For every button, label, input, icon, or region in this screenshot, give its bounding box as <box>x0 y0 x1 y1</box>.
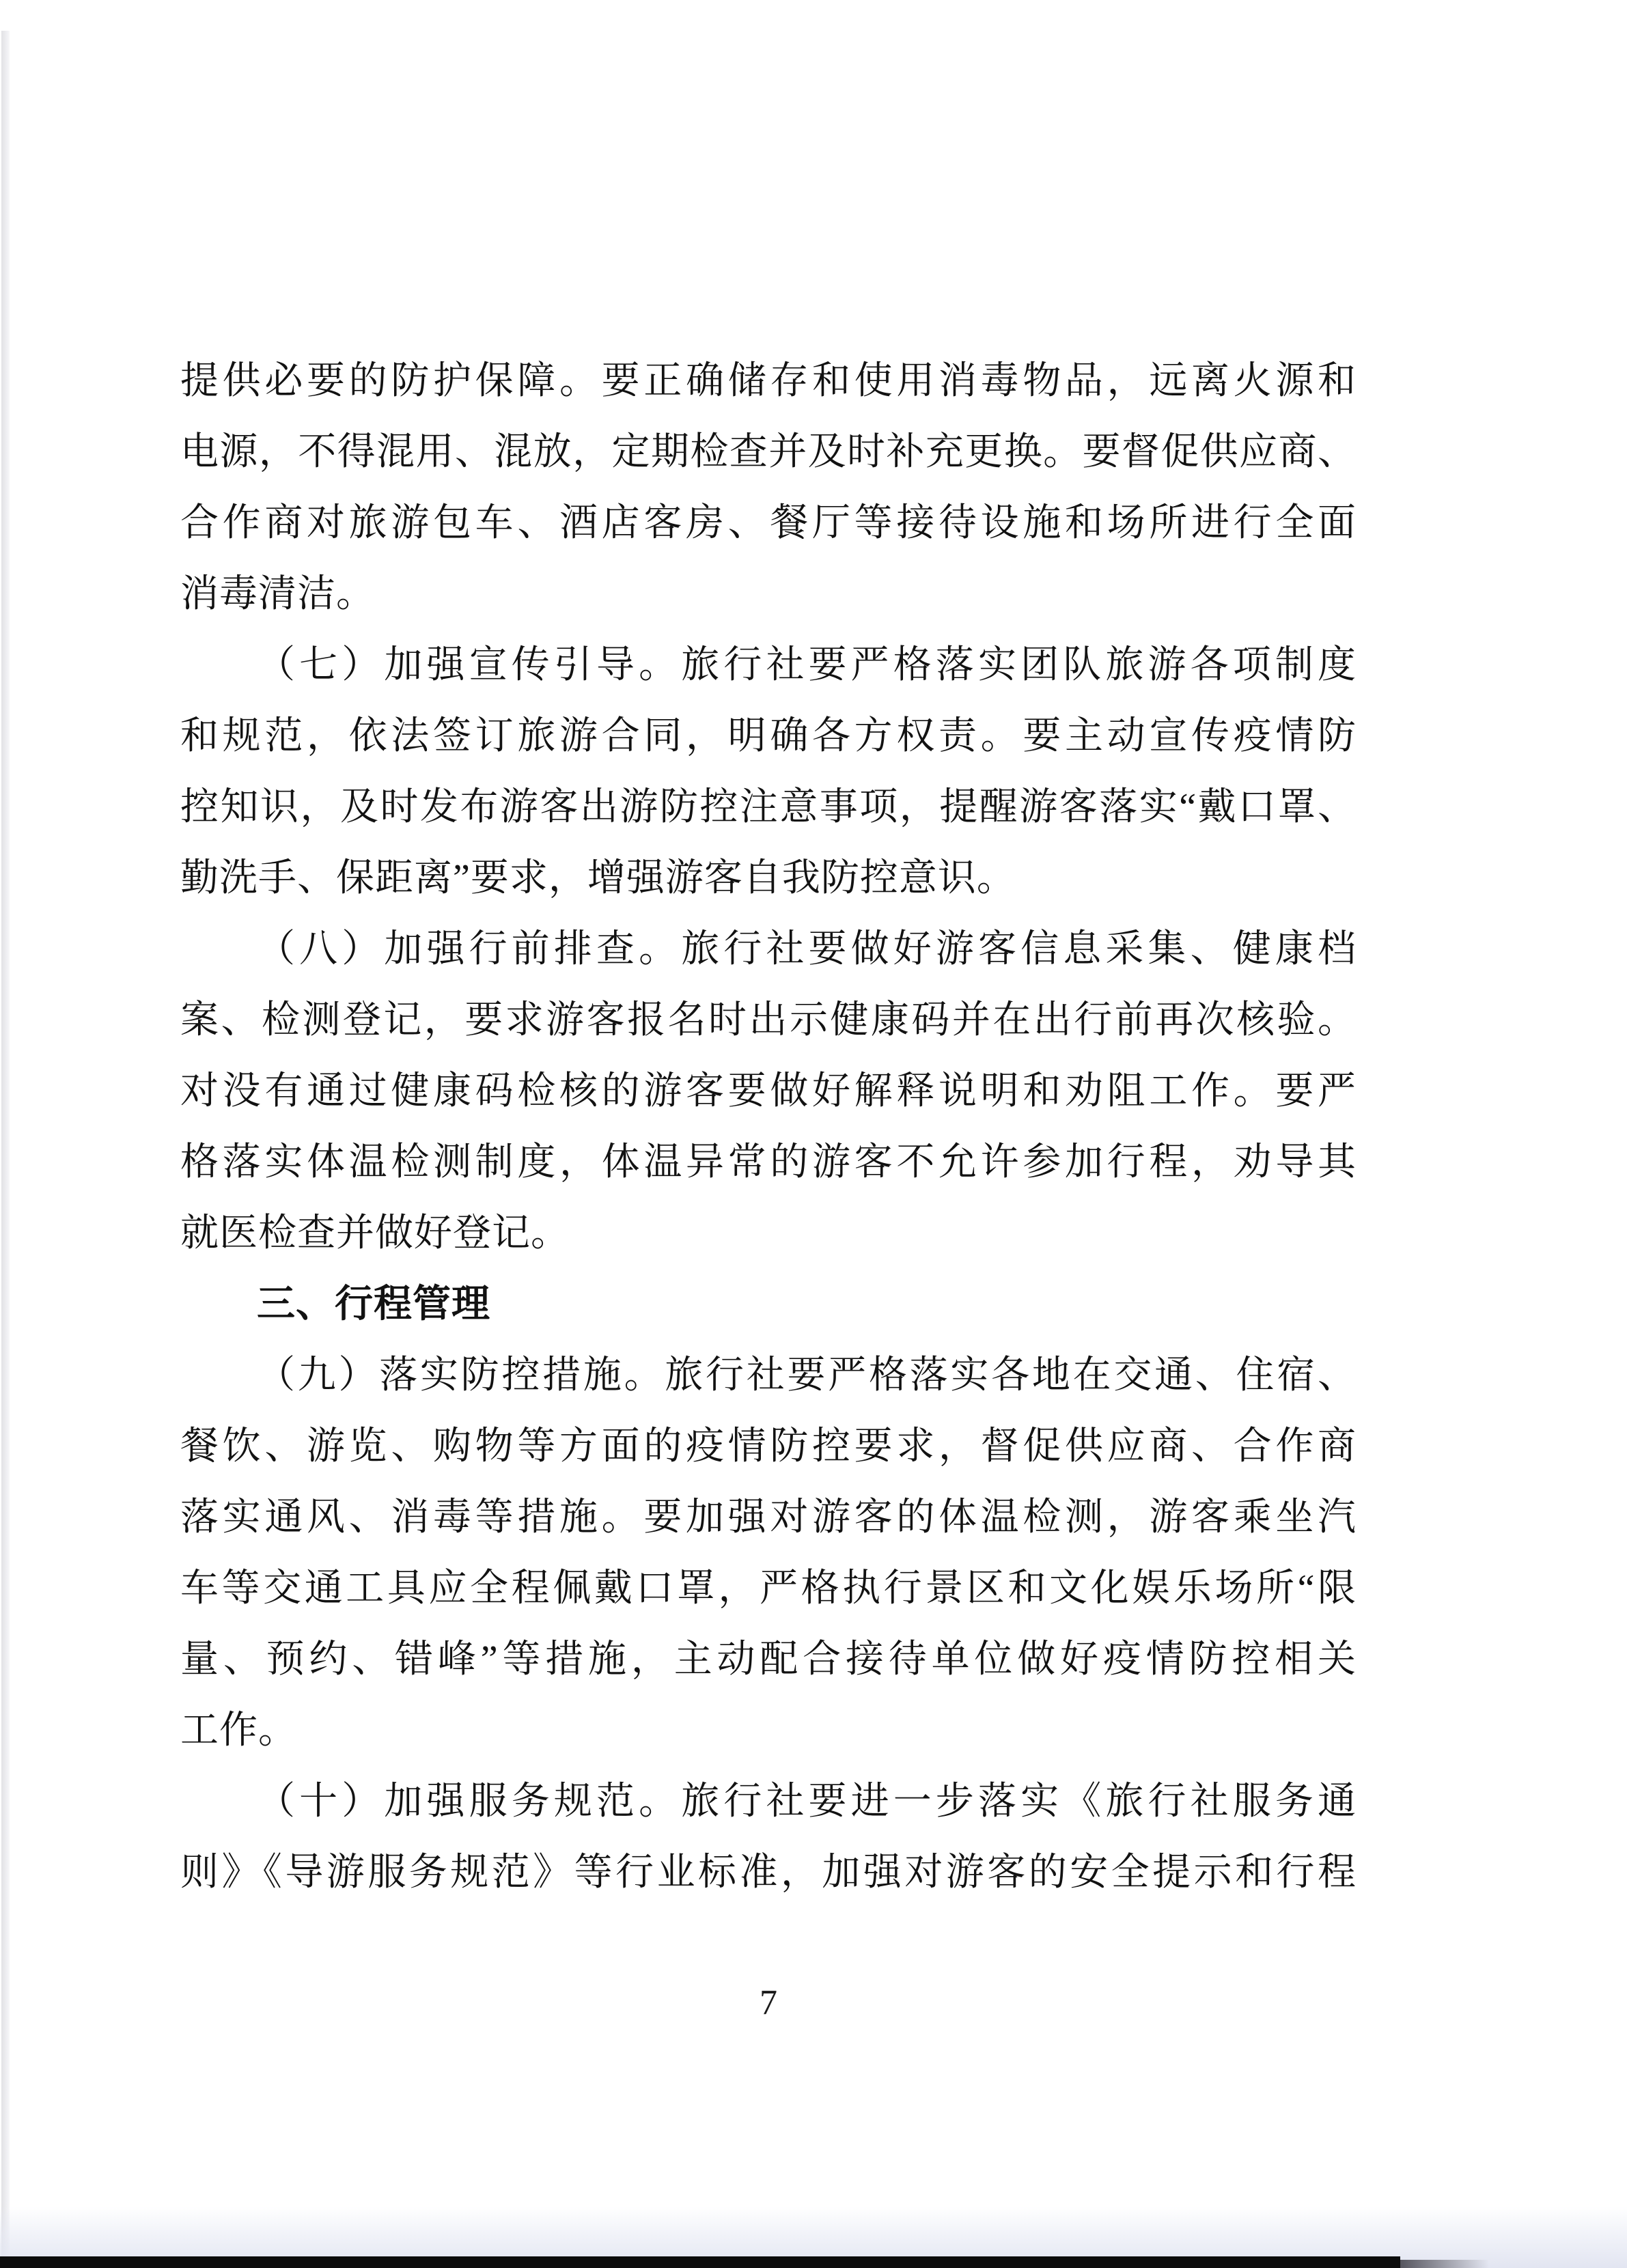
text-line: 就医检查并做好登记。 <box>180 1212 570 1255</box>
text-line: 电源，不得混用、混放，定期检查并及时补充更换。要督促供应商、 <box>180 431 1357 473</box>
text-line: 和规范，依法签订旅游合同，明确各方权责。要主动宣传疫情防 <box>180 715 1357 757</box>
text-block <box>180 346 1357 1908</box>
text-line: 勤洗手、保距离”要求，增强游客自我防控意识。 <box>180 857 1016 899</box>
text-line: 量、预约、错峰”等措施，主动配合接待单位做好疫情防控相关 <box>180 1638 1357 1681</box>
text-line: 车等交通工具应全程佩戴口罩，严格执行景区和文化娱乐场所“限 <box>180 1567 1357 1610</box>
text-line: 则》《导游服务规范》等行业标准，加强对游客的安全提示和行程 <box>180 1851 1357 1894</box>
text-line: 落实通风、消毒等措施。要加强对游客的体温检测，游客乘坐汽 <box>180 1496 1357 1539</box>
text-line: （十）加强服务规范。旅行社要进一步落实《旅行社服务通 <box>257 1780 1357 1823</box>
text-line: （七）加强宣传引导。旅行社要严格落实团队旅游各项制度 <box>257 644 1357 686</box>
text-line: 餐饮、游览、购物等方面的疫情防控要求，督促供应商、合作商 <box>180 1425 1357 1468</box>
page-number: 7 <box>760 1983 777 2022</box>
scan-bottom-bar-artifact <box>0 2256 1400 2268</box>
text-line: 工作。 <box>180 1709 297 1752</box>
section-heading: 三、行程管理 <box>257 1283 490 1326</box>
text-line: 控知识，及时发布游客出游防控注意事项，提醒游客落实“戴口罩、 <box>180 786 1357 828</box>
text-line: 消毒清洁。 <box>180 573 375 615</box>
text-line: （八）加强行前排查。旅行社要做好游客信息采集、健康档 <box>257 928 1357 970</box>
text-line: 合作商对旅游包车、酒店客房、餐厅等接待设施和场所进行全面 <box>180 502 1357 544</box>
text-line: 提供必要的防护保障。要正确储存和使用消毒物品，远离火源和 <box>180 360 1357 402</box>
scan-bottom-bar-fade-artifact <box>1400 2260 1489 2268</box>
text-line: 格落实体温检测制度，体温异常的游客不允许参加行程，劝导其 <box>180 1141 1357 1184</box>
scan-left-edge-artifact <box>1 31 10 2268</box>
text-line: 对没有通过健康码检核的游客要做好解释说明和劝阻工作。要严 <box>180 1070 1357 1112</box>
text-line: （九）落实防控措施。旅行社要严格落实各地在交通、住宿、 <box>257 1354 1357 1397</box>
text-line: 案、检测登记，要求游客报名时出示健康码并在出行前再次核验。 <box>180 999 1357 1041</box>
